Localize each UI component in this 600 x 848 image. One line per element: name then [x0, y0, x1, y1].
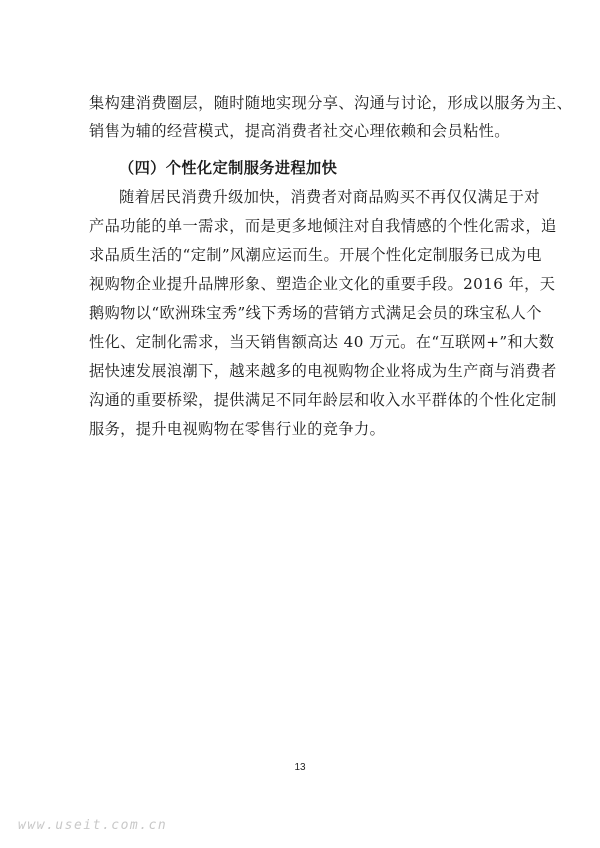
- paragraph-line: 性化、定制化需求，当天销售额高达 40 万元。在“互联网+”和大数: [89, 333, 555, 351]
- body-text-line: 销售为辅的经营模式，提高消费者社交心理依赖和会员粘性。: [89, 122, 510, 140]
- watermark: www.useit.com.cn: [18, 818, 168, 833]
- paragraph-line: 求品质生活的“定制”风潮应运而生。开展个性化定制服务已成为电: [89, 246, 542, 264]
- body-text-line: 集构建消费圈层，随时随地实现分享、沟通与讨论，形成以服务为主、: [89, 94, 573, 112]
- page-number: 13: [294, 762, 306, 773]
- paragraph-line: 沟通的重要桥梁，提供满足不同年龄层和收入水平群体的个性化定制: [89, 391, 557, 409]
- paragraph-line: 视购物企业提升品牌形象、塑造企业文化的重要手段。2016 年，天: [89, 275, 556, 293]
- paragraph-line: 服务，提升电视购物在零售行业的竞争力。: [89, 420, 386, 438]
- paragraph-line: 鹅购物以“欧洲珠宝秀”线下秀场的营销方式满足会员的珠宝私人个: [89, 304, 542, 322]
- paragraph-line: 产品功能的单一需求，而是更多地倾注对自我情感的个性化需求，追: [89, 217, 557, 235]
- paragraph-line: 据快速发展浪潮下，越来越多的电视购物企业将成为生产商与消费者: [89, 362, 557, 380]
- section-heading: （四）个性化定制服务进程加快: [119, 159, 338, 177]
- paragraph-line: 随着居民消费升级加快，消费者对商品购买不再仅仅满足于对: [119, 188, 540, 206]
